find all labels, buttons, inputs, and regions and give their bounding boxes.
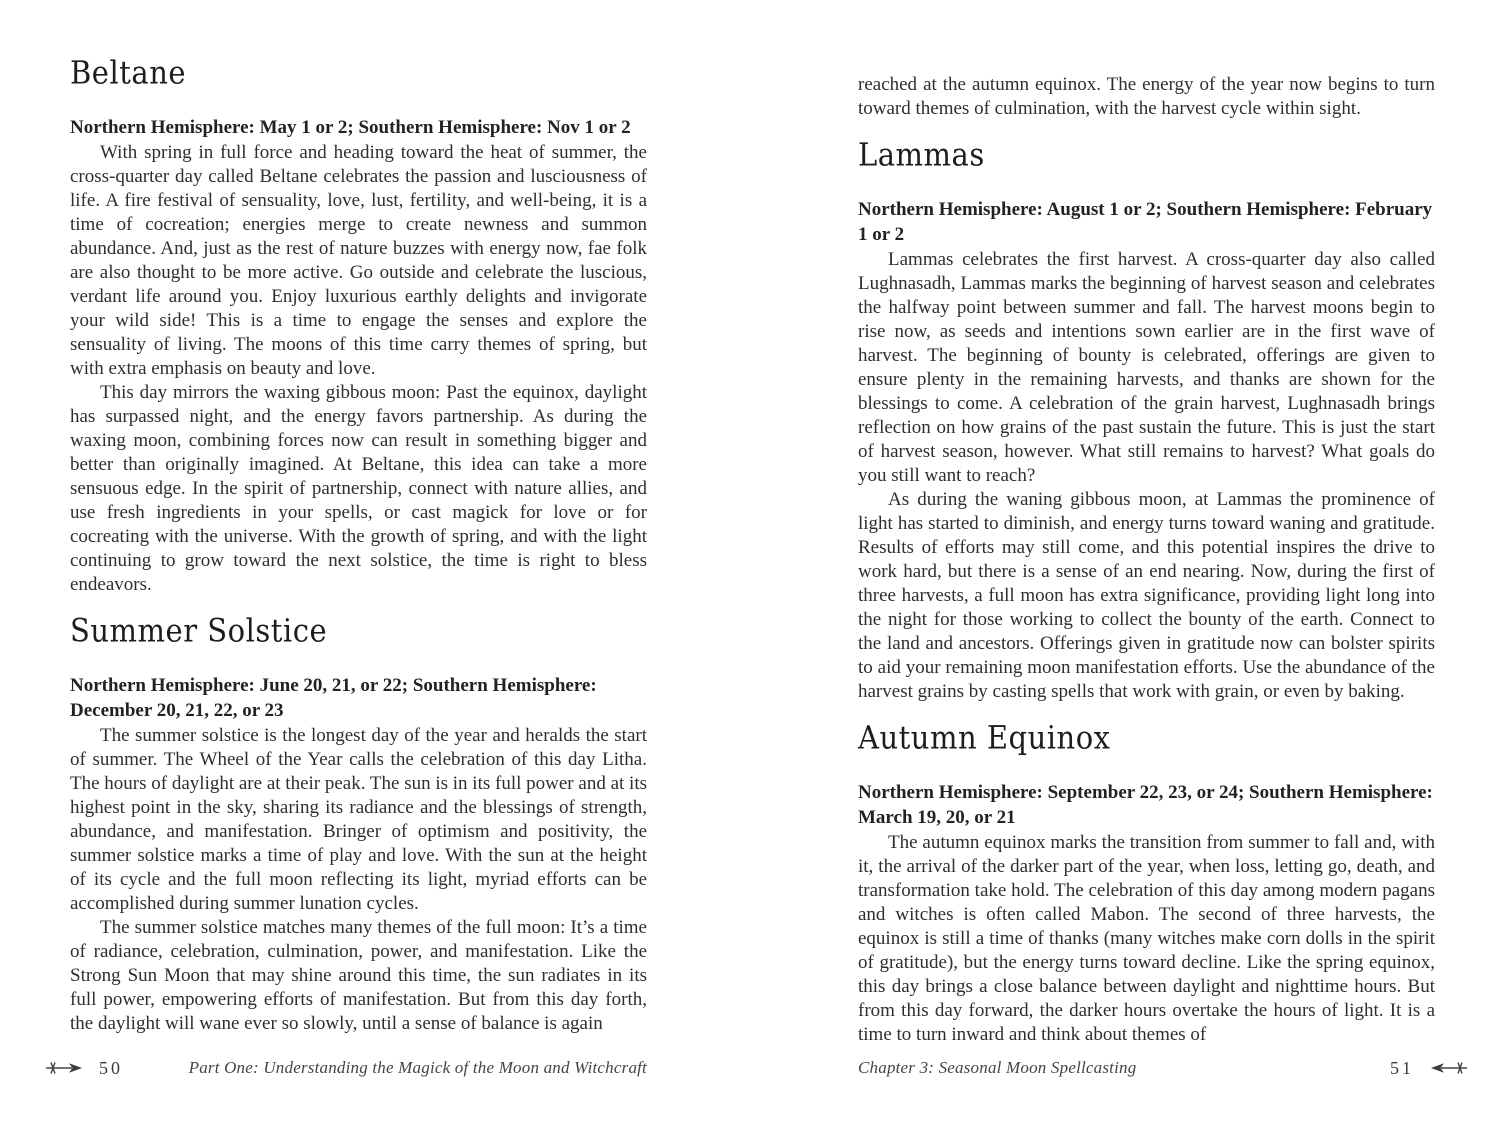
continuation-paragraph: reached at the autumn equinox. The energy of the year now begins to turn toward themes of culmination, with the harvest cycle within sight. bbox=[858, 74, 1435, 119]
left-page-number: 50 bbox=[99, 1057, 123, 1078]
chapter-running-title: Chapter 3: Seasonal Moon Spellcasting bbox=[858, 1058, 1137, 1077]
right-page-number-group bbox=[1390, 1058, 1468, 1079]
right-page-number: 51 bbox=[1390, 1057, 1414, 1078]
beltane-dates-subhead: Northern Hemisphere: May 1 or 2; Southern Hemisphere: Nov 1 or 2 bbox=[70, 117, 631, 138]
section-heading-lammas: Lammas bbox=[858, 136, 985, 173]
left-page-number-group bbox=[45, 1058, 123, 1079]
arrow-right-ornament-icon bbox=[45, 1061, 83, 1075]
right-page-column bbox=[858, 57, 1435, 1047]
beltane-paragraph-1: With spring in full force and heading toward the heat of summer, the cross-quarter day called Beltane celebrates the passion and lusciousness of life. A fire festival of sensuality, love, lust, fertility, and well-being, it is a time of cocreation; energies merge to create newness and summon abundance. And, just as the rest of nature buzzes with energy now, fae folk are also thought to be more active. Go outside and celebrate the luscious, verdant life around you. Enjoy luxurious earthly delights and invigorate your wild side! This is a time to engage the senses and explore the sensuality of living. The moons of this time carry themes of spring, but with extra emphasis on beauty and love. bbox=[70, 142, 647, 379]
section-heading-autumn-equinox: Autumn Equinox bbox=[858, 719, 1111, 756]
beltane-paragraph-2: This day mirrors the waxing gibbous moon: Past the equinox, daylight has surpassed night, and the energy favors partnership. As during the waxing moon, combining forces now can result in something bigger and better than originally imagined. At Beltane, this idea can take a more sensuous edge. In the spirit of partnership, connect with nature allies, and use fresh ingredients in your spells, or cast magick for love or for cocreating with the universe. With the growth of spring, and with the light continuing to grow toward the next solstice, the time is right to bless endeavors. bbox=[70, 382, 647, 595]
summer-solstice-paragraph-1: The summer solstice is the longest day of the year and heralds the start of summer. The Wheel of the Year calls the celebration of this day Litha. The hours of daylight are at their peak. The sun is in its full power and at its highest point in the sky, sharing its radiance and the blessings of strength, abundance, and manifestation. Bringer of optimism and positivity, the summer solstice marks a time of play and love. With the sun at the height of its cycle and the full moon reflecting its light, myriad efforts can be accomplished during summer lunation cycles. bbox=[70, 725, 647, 914]
section-heading-summer-solstice: Summer Solstice bbox=[70, 612, 328, 649]
lammas-paragraph-1: Lammas celebrates the first harvest. A cross-quarter day also called Lughnasadh, Lammas marks the beginning of harvest season and celebrates the halfway point between summer and fall. The harvest moons begin to rise now, as seeds and intentions sown earlier are in the first wave of harvest. The beginning of bounty is celebrated, offerings are given to ensure plenty in the remaining harvests, and thanks are shown for the blessings to come. A celebration of the grain harvest, Lughnasadh brings reflection on how grains of the past sustain the future. This is just the start of harvest season, however. What still remains to harvest? What goals do you still want to reach? bbox=[858, 249, 1435, 486]
left-page-footer bbox=[45, 1056, 647, 1080]
autumn-equinox-dates-subhead: Northern Hemisphere: September 22, 23, or 24; Southern Hemisphere: March 19, 20, or 21 bbox=[858, 782, 1433, 828]
right-page-footer bbox=[858, 1056, 1468, 1080]
arrow-left-ornament-icon bbox=[1430, 1061, 1468, 1075]
lammas-paragraph-2: As during the waning gibbous moon, at Lammas the prominence of light has started to diminish, and energy turns toward waning and gratitude. Results of efforts may still come, and this potential inspires the drive to work hard, but there is a sense of an end nearing. Now, during the first of three harvests, a full moon has extra significance, providing light long into the night for those working to collect the bounty of the earth. Connect to the land and ancestors. Offerings given in gratitude now can bolster spirits to aid your remaining moon manifestation efforts. Use the abundance of the harvest grains by casting spells that work with grain, or even by baking. bbox=[858, 489, 1435, 702]
autumn-equinox-paragraph-1: The autumn equinox marks the transition from summer to fall and, with it, the arrival of the darker part of the year, when loss, letting go, death, and transformation take hold. The celebration of this day among modern pagans and witches is often called Mabon. The second of three harvests, the equinox is still a time of thanks (many witches make corn dolls in the spirit of gratitude), but the energy turns toward decline. Like the spring equinox, this day brings a close balance between daylight and nighttime hours. But from this day forward, the darker hours overtake the hours of light. It is a time to turn inward and think about themes of bbox=[858, 832, 1435, 1045]
lammas-dates-subhead: Northern Hemisphere: August 1 or 2; Southern Hemisphere: February 1 or 2 bbox=[858, 199, 1433, 245]
summer-solstice-paragraph-2: The summer solstice matches many themes of the full moon: It’s a time of radiance, celebration, culmination, power, and manifestation. Like the Strong Sun Moon that may shine around this time, the sun radiates in its full power, empowering efforts of manifestation. But from this day forth, the daylight will wane ever so slowly, until a sense of balance is again bbox=[70, 917, 647, 1034]
part-running-title: Part One: Understanding the Magick of the Moon and Witchcraft bbox=[188, 1058, 647, 1077]
section-heading-beltane: Beltane bbox=[70, 54, 187, 91]
left-page-column bbox=[70, 54, 647, 1036]
summer-solstice-dates-subhead: Northern Hemisphere: June 20, 21, or 22; Southern Hemisphere: December 20, 21, 22, or 23 bbox=[70, 675, 597, 721]
